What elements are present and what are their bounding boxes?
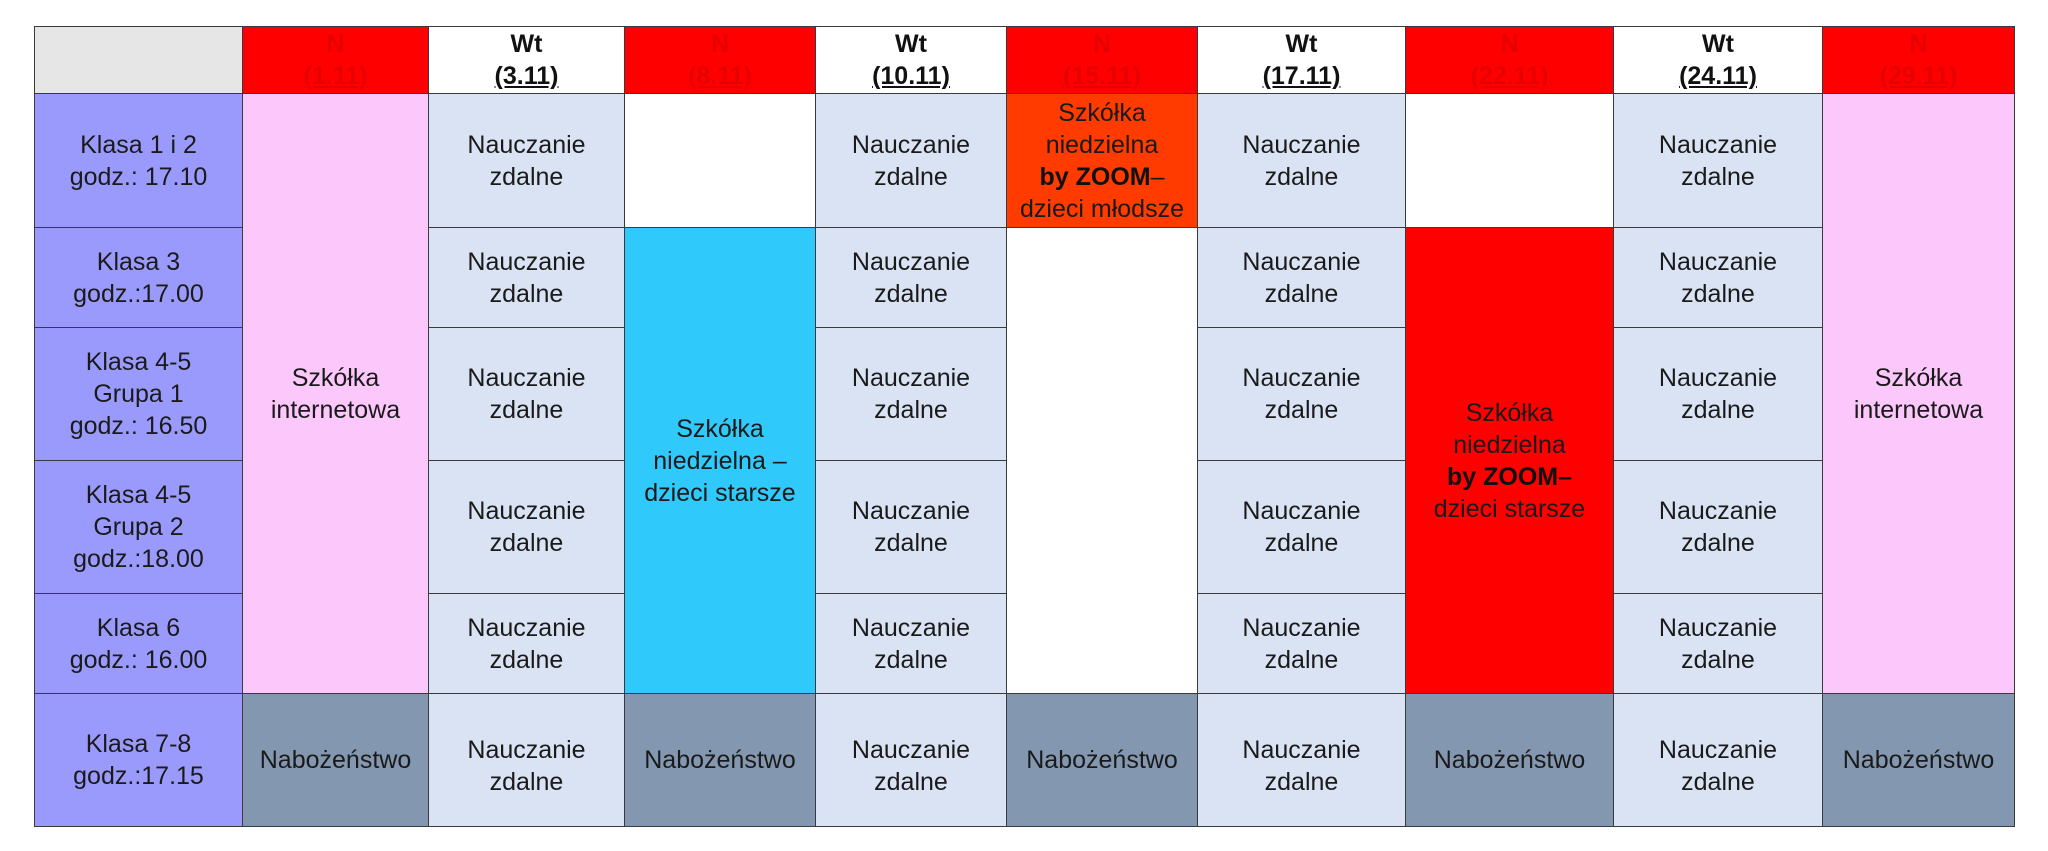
- remote-learning-cell: Nauczanie zdalne: [1614, 694, 1823, 827]
- row-header: Klasa 3 godz.:17.00: [35, 228, 243, 328]
- service-cell: Nabożeństwo: [1406, 694, 1614, 827]
- corner-cell: [35, 27, 243, 94]
- column-header: Wt (17.11): [1198, 27, 1406, 94]
- row-header: Klasa 6 godz.: 16.00: [35, 594, 243, 694]
- remote-learning-cell: Nauczanie zdalne: [816, 94, 1007, 228]
- remote-learning-cell: Nauczanie zdalne: [1614, 94, 1823, 228]
- row-header: Klasa 4-5 Grupa 1 godz.: 16.50: [35, 328, 243, 461]
- internet-school-cell: Szkółka internetowa: [243, 94, 429, 694]
- remote-learning-cell: Nauczanie zdalne: [429, 228, 625, 328]
- remote-learning-cell: Nauczanie zdalne: [1614, 594, 1823, 694]
- column-header: N (22.11): [1406, 27, 1614, 94]
- internet-school-cell: Szkółka internetowa: [1823, 94, 2015, 694]
- remote-learning-cell: Nauczanie zdalne: [816, 594, 1007, 694]
- zoom-younger-cell: Szkółka niedzielna by ZOOM– dzieci młodsze: [1007, 94, 1198, 228]
- empty-cell: [1007, 228, 1198, 694]
- remote-learning-cell: Nauczanie zdalne: [1198, 228, 1406, 328]
- column-header: N (1.11): [243, 27, 429, 94]
- column-header: Wt (3.11): [429, 27, 625, 94]
- remote-learning-cell: Nauczanie zdalne: [816, 328, 1007, 461]
- column-header: N (15.11): [1007, 27, 1198, 94]
- remote-learning-cell: Nauczanie zdalne: [1198, 461, 1406, 594]
- zoom-older-cell: Szkółka niedzielna by ZOOM– dzieci starsze: [1406, 228, 1614, 694]
- remote-learning-cell: Nauczanie zdalne: [1198, 94, 1406, 228]
- remote-learning-cell: Nauczanie zdalne: [1198, 328, 1406, 461]
- remote-learning-cell: Nauczanie zdalne: [429, 694, 625, 827]
- remote-learning-cell: Nauczanie zdalne: [429, 594, 625, 694]
- table-row: [35, 94, 2015, 228]
- table-row: [35, 694, 2015, 827]
- column-header: Wt (24.11): [1614, 27, 1823, 94]
- remote-learning-cell: Nauczanie zdalne: [816, 228, 1007, 328]
- remote-learning-cell: Nauczanie zdalne: [1614, 461, 1823, 594]
- row-header: Klasa 7-8 godz.:17.15: [35, 694, 243, 827]
- empty-cell: [1406, 94, 1614, 228]
- row-header: Klasa 1 i 2 godz.: 17.10: [35, 94, 243, 228]
- remote-learning-cell: Nauczanie zdalne: [1198, 594, 1406, 694]
- service-cell: Nabożeństwo: [1007, 694, 1198, 827]
- remote-learning-cell: Nauczanie zdalne: [1614, 328, 1823, 461]
- column-header: N (8.11): [625, 27, 816, 94]
- empty-cell: [625, 94, 816, 228]
- service-cell: Nabożeństwo: [1823, 694, 2015, 827]
- remote-learning-cell: Nauczanie zdalne: [1198, 694, 1406, 827]
- remote-learning-cell: Nauczanie zdalne: [429, 328, 625, 461]
- remote-learning-cell: Nauczanie zdalne: [816, 461, 1007, 594]
- schedule-table: [34, 26, 2015, 827]
- remote-learning-cell: Nauczanie zdalne: [429, 461, 625, 594]
- sunday-school-cell: Szkółka niedzielna – dzieci starsze: [625, 228, 816, 694]
- service-cell: Nabożeństwo: [625, 694, 816, 827]
- remote-learning-cell: Nauczanie zdalne: [1614, 228, 1823, 328]
- remote-learning-cell: Nauczanie zdalne: [816, 694, 1007, 827]
- column-header: Wt (10.11): [816, 27, 1007, 94]
- header-row: [35, 27, 2015, 94]
- remote-learning-cell: Nauczanie zdalne: [429, 94, 625, 228]
- row-header: Klasa 4-5 Grupa 2 godz.:18.00: [35, 461, 243, 594]
- service-cell: Nabożeństwo: [243, 694, 429, 827]
- column-header: N (29.11): [1823, 27, 2015, 94]
